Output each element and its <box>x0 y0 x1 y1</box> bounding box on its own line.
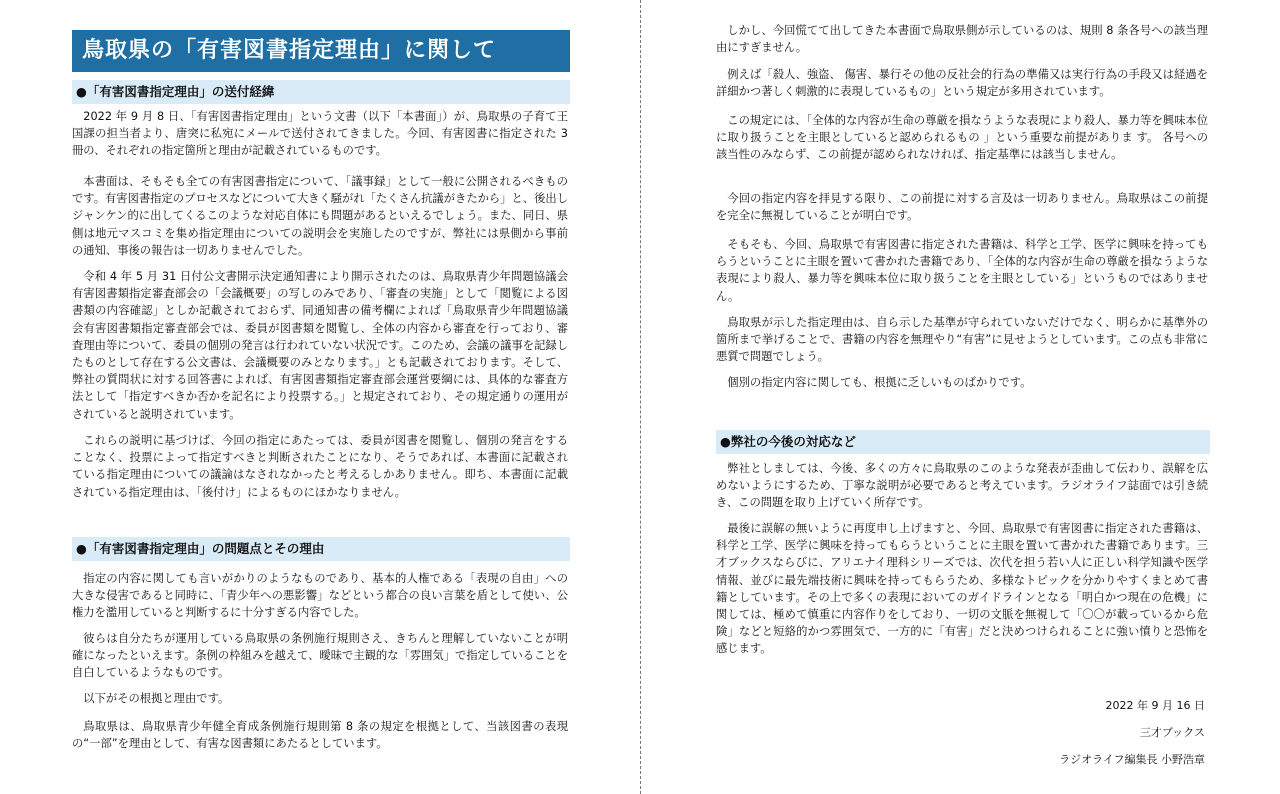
paragraph: 鳥取県は、鳥取県青少年健全育成条例施行規則第 8 条の規定を根拠として、当該図書の表現の“一部”を理由として、有害な図書類にあたるとしています。 <box>72 720 568 751</box>
paragraph: 個別の指定内容に関しても、根拠に乏しいものばかりです。 <box>727 376 1032 389</box>
page-title: 鳥取県の「有害図書指定理由」に関して <box>72 30 570 72</box>
paragraph: 今回の指定内容を拝見する限り、この前提に対する言及は一切ありません。鳥取県はこの前提を完全に無視していることが明白です。 <box>716 192 1208 223</box>
paragraph: 以下がその根拠と理由です。 <box>83 692 230 705</box>
paragraph: 弊社としましては、今後、多くの方々に鳥取県のこのような発表が歪曲して伝わり、誤解を広めないようにするため、丁寧な説明が必要であると考えています。ラジオライフ誌面では引き続き、この問題を取り上げていく所存です。 <box>716 462 1208 510</box>
paragraph: この規定には、「全体的な内容が生命の尊厳を損なうような表現により殺人、暴力等を興味本位に取り扱うことを主眼としていると認められるもの 」という重要な前提がありま す。 各号への該当性のみならず、この前提が認められなければ、指定基準には該当しません。 <box>716 114 1208 162</box>
paragraph: そもそも、今回、鳥取県で有害図書に指定された書籍は、科学と工学、医学に興味を持ってもらうということに主眼を置いて書かれた書籍であり、「全体的な内容が生命の尊厳を損なうような表現により殺人、暴力等を興味本位に取り扱うことを主眼としている」というものではありません。 <box>716 238 1208 303</box>
section-heading-future: ●弊社の今後の対応など <box>716 430 1210 454</box>
signature-author: ラジオライフ編集長 小野浩章 <box>1059 753 1205 766</box>
paragraph: 例えば「殺人、強盗、 傷害、暴行その他の反社会的行為の準備又は実行行為の手段又は経過を詳細かつ著しく刺激的に表現しているもの」という規定が多用されています。 <box>716 68 1208 99</box>
paragraph: 2022 年 9 月 8 日、「有害図書指定理由」という文書（以下「本書面」）が、鳥取県の子育て王国課の担当者より、唐突に私宛にメールで送付されてきました。今回、有害図書に指定された 3 冊の、それぞれの指定箇所と理由が記載されているものです。 <box>72 110 568 158</box>
section-heading-problems: ●「有害図書指定理由」の問題点とその理由 <box>72 537 570 561</box>
signature-date: 2022 年 9 月 16 日 <box>1105 699 1205 712</box>
column-divider <box>640 0 641 794</box>
paragraph: 本書面は、そもそも全ての有害図書指定について、「議事録」として一般に公開されるべきものです。有害図書指定のプロセスなどについて大きく騒がれ「たくさん抗議がきたから」と、後出しジャンケン的に出してくるこのような対応自体にも問題があるといえるでしょう。また、同日、県側は地元マスコミを集め指定理由についての説明会を実施したのですが、弊社には県側から事前の通知、事後の報告は一切ありませんでした。 <box>72 175 568 257</box>
paragraph: これらの説明に基づけば、今回の指定にあたっては、委員が図書を閲覧し、個別の発言をすることなく、投票によって指定すべきと判断されたことになり、そうであれば、本書面に記載されている指定理由についての議論はなされなかったと考えるしかありません。即ち、本書面に記載されている指定理由は、「後付け」によるものにほかなりません。 <box>72 434 568 499</box>
paragraph: 最後に誤解の無いように再度申し上げますと、今回、鳥取県で有害図書に指定された書籍は、科学と工学、医学に興味を持ってもらうということに主眼を置いて書かれた書籍であります。三才ブックスならびに、アリエナイ理科シリーズでは、次代を担う若い人に正しい科学知識や医学情報、並びに最先端技術に興味を持ってもらうため、多様なトピックを分かりやすくまとめて書籍としています。その上で多くの表現においてのガイドラインとなる「明白かつ現在の危機」に関しては、極めて慎重に内容作りをしており、一切の文脈を無視して「〇〇が載っているから危険」などと短絡的かつ雰囲気で、一方的に「有害」だと決めつけられることに強い憤りと恐怖を感じます。 <box>716 522 1208 656</box>
signature-company: 三才ブックス <box>1139 726 1205 739</box>
paragraph: 彼らは自分たちが運用している鳥取県の条例施行規則さえ、きちんと理解していないことが明確になったといえます。条例の枠組みを越えて、曖昧で主観的な「雰囲気」で指定していることを自白しているようなものです。 <box>72 632 568 680</box>
paragraph: しかし、今回慌てて出してきた本書面で鳥取県側が示しているのは、規則 8 条各号への該当理由にすぎません。 <box>716 24 1208 55</box>
paragraph: 令和 4 年 5 月 31 日付公文書開示決定通知書により開示されたのは、鳥取県青少年問題協議会有害図書類指定審査部会の「会議概要」の写しのみであり、「審査の実施」として「閲覧による図書類の内容確認」としか記載されておらず、同通知書の備考欄によれば「鳥取県青少年問題協議会有害図書類指定審査部会では、委員が図書類を閲覧し、全体の内容から審査を行っており、審査理由等について、委員の個別の発言は行われていない状況です。このため、会議の議事を記録したものとして存在する公文書は、会議概要のみとなります。」とも記載されております。そして、弊社の質問状に対する回答書によれば、有害図書類指定審査部会運営要綱には、具体的な審査方法として「指定すべきか否かを記名により投票する。」と規定されており、その規定通りの運用がされていると説明されています。 <box>72 270 568 421</box>
paragraph: 鳥取県が示した指定理由は、自ら示した基準が守られていないだけでなく、明らかに基準外の箇所まで挙げることで、書籍の内容を無理やり“有害”に見せようとしています。この点も非常に悪質で問題でしょう。 <box>716 316 1208 364</box>
paragraph: 指定の内容に関しても言いがかりのようなものであり、基本的人権である「表現の自由」への大きな侵害であると同時に、「青少年への悪影響」などという都合の良い言葉を盾として使い、公権力を濫用していると判断するに十分すぎる内容でした。 <box>72 572 568 620</box>
section-heading-background: ●「有害図書指定理由」の送付経緯 <box>72 80 570 104</box>
